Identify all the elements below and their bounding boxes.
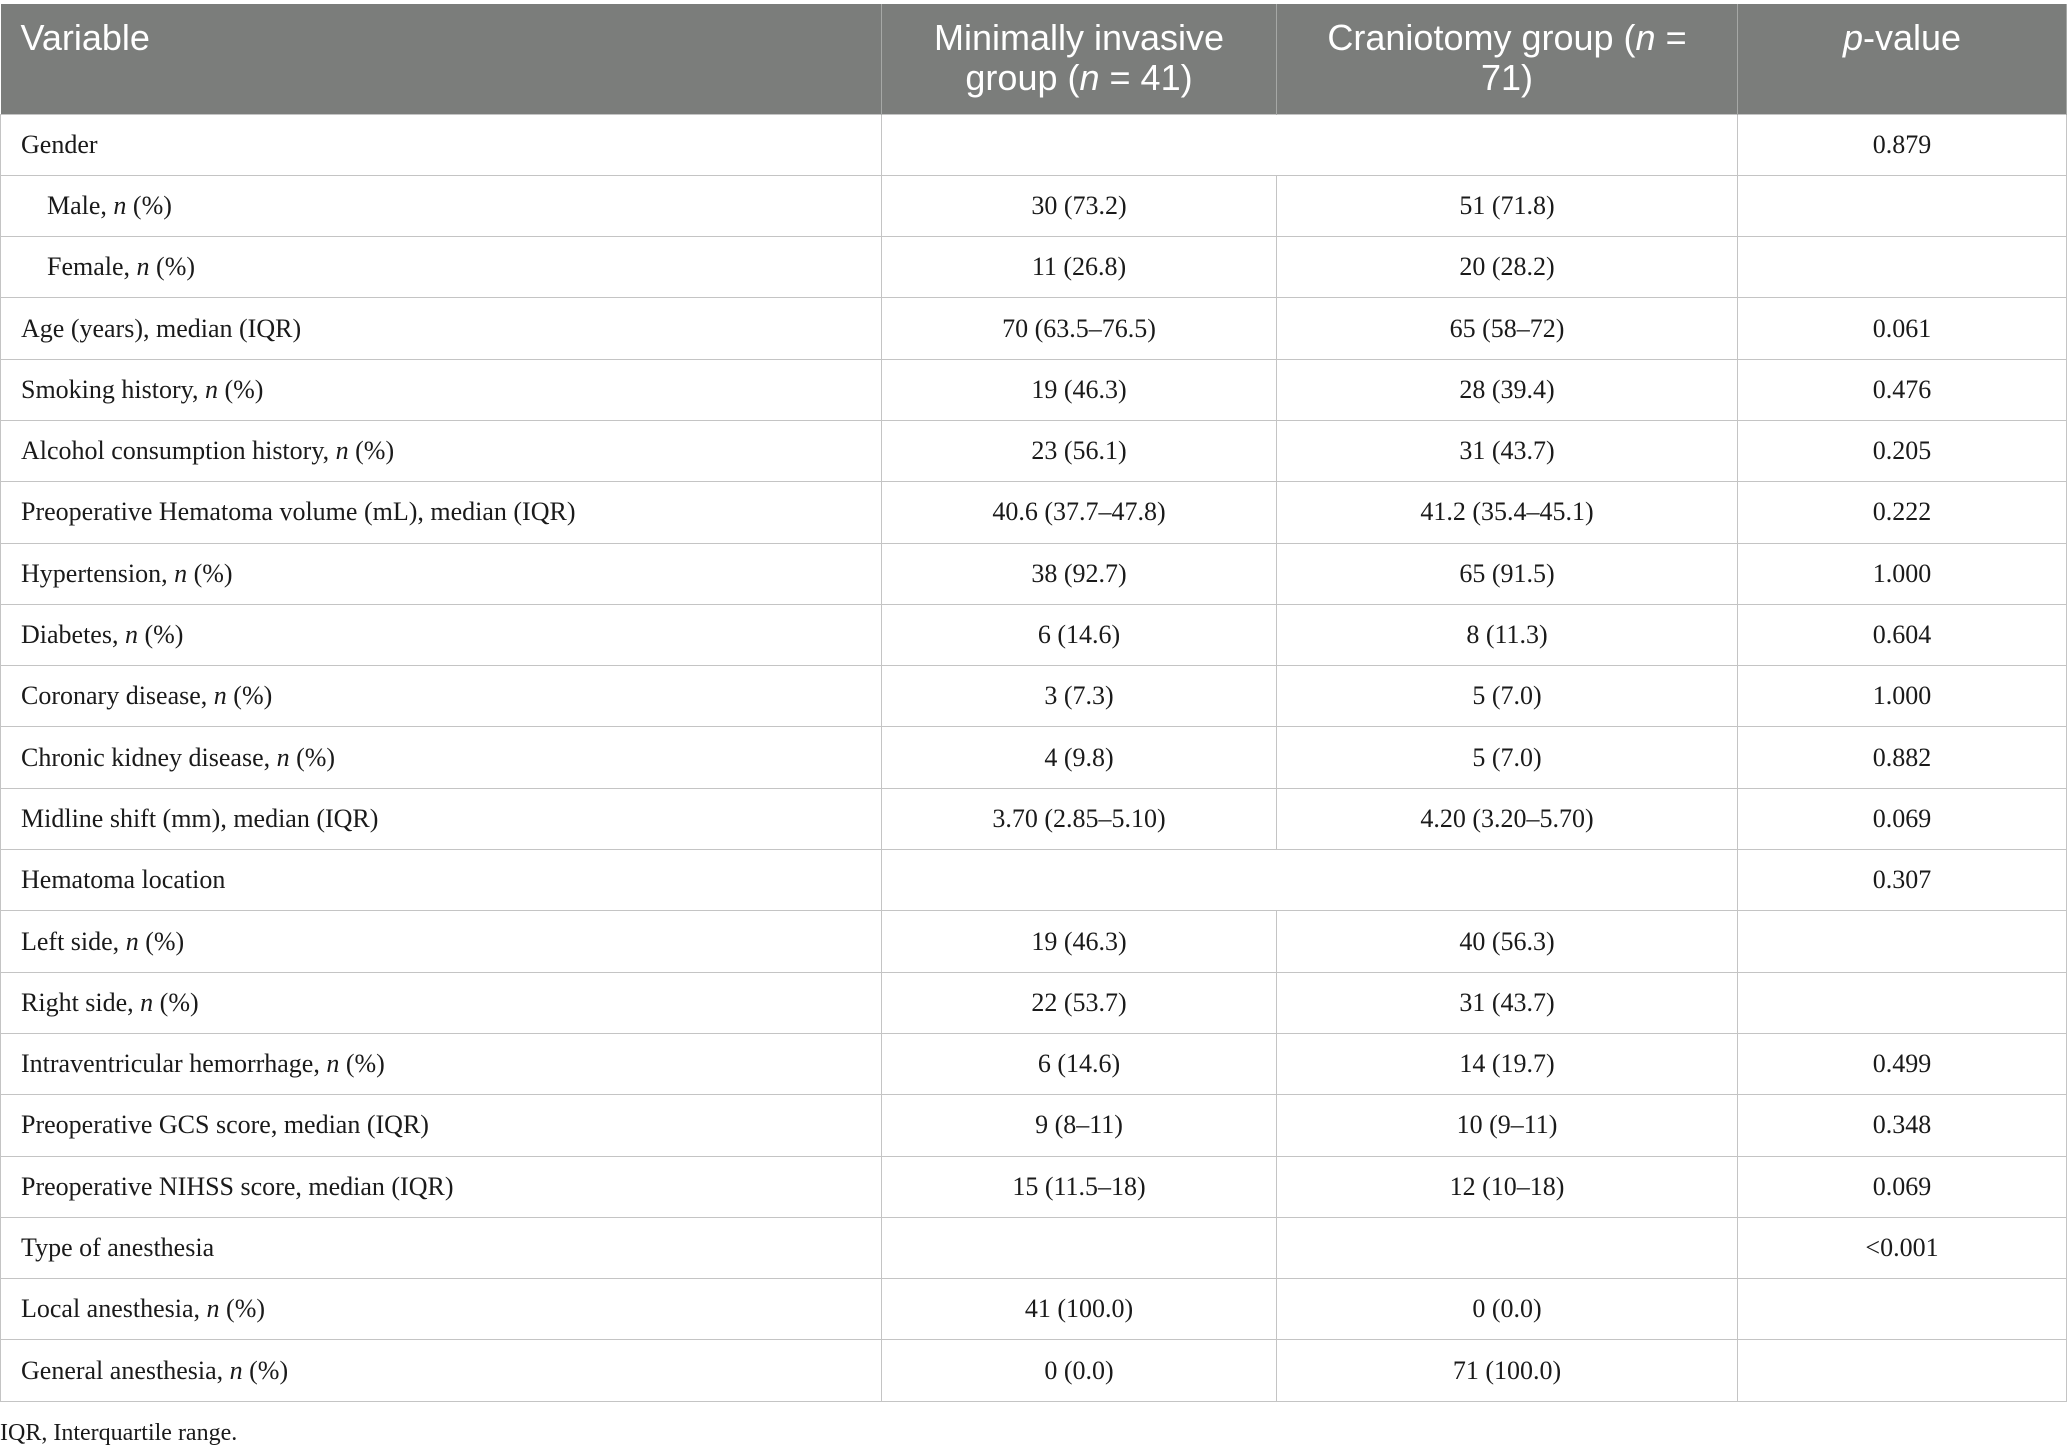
p-value-cell: 0.882: [1738, 727, 2067, 788]
minimally-invasive-cell: 41 (100.0): [882, 1279, 1277, 1340]
table-row: [1, 359, 2067, 420]
craniotomy-cell: 14 (19.7): [1277, 1033, 1738, 1094]
table-row: [1, 972, 2067, 1033]
craniotomy-cell: 65 (91.5): [1277, 543, 1738, 604]
craniotomy-cell: 4.20 (3.20–5.70): [1277, 788, 1738, 849]
craniotomy-cell: 65 (58–72): [1277, 298, 1738, 359]
variable-cell: Hypertension, n (%): [1, 543, 882, 604]
variable-cell: Male, n (%): [1, 175, 882, 236]
craniotomy-cell: 31 (43.7): [1277, 972, 1738, 1033]
minimally-invasive-cell: 3 (7.3): [882, 666, 1277, 727]
table-row: [1, 666, 2067, 727]
variable-cell: Local anesthesia, n (%): [1, 1279, 882, 1340]
variable-cell: Hematoma location: [1, 850, 882, 911]
header-craniotomy: Craniotomy group (n = 71): [1277, 4, 1738, 114]
variable-cell: Female, n (%): [1, 237, 882, 298]
variable-cell: Midline shift (mm), median (IQR): [1, 788, 882, 849]
variable-cell: Preoperative Hematoma volume (mL), median (IQR): [1, 482, 882, 543]
craniotomy-cell: 40 (56.3): [1277, 911, 1738, 972]
table-row: [1, 482, 2067, 543]
table-row: [1, 420, 2067, 481]
p-value-cell: 0.222: [1738, 482, 2067, 543]
baseline-characteristics-table: [0, 4, 2067, 1402]
variable-cell: Chronic kidney disease, n (%): [1, 727, 882, 788]
variable-cell: Preoperative GCS score, median (IQR): [1, 1095, 882, 1156]
p-value-cell: 0.499: [1738, 1033, 2067, 1094]
p-value-cell: [1738, 972, 2067, 1033]
minimally-invasive-cell: 40.6 (37.7–47.8): [882, 482, 1277, 543]
minimally-invasive-cell: 11 (26.8): [882, 237, 1277, 298]
p-value-cell: 0.307: [1738, 850, 2067, 911]
table-row: [1, 237, 2067, 298]
p-value-cell: <0.001: [1738, 1217, 2067, 1278]
craniotomy-cell: [1277, 1217, 1738, 1278]
craniotomy-cell: 28 (39.4): [1277, 359, 1738, 420]
table-row: [1, 788, 2067, 849]
table-body: [1, 114, 2067, 1401]
p-value-cell: 0.348: [1738, 1095, 2067, 1156]
table-row: [1, 911, 2067, 972]
craniotomy-cell: 5 (7.0): [1277, 727, 1738, 788]
p-value-cell: [1738, 911, 2067, 972]
header-p-value: p-value: [1738, 4, 2067, 114]
minimally-invasive-cell: 38 (92.7): [882, 543, 1277, 604]
minimally-invasive-cell: 6 (14.6): [882, 604, 1277, 665]
variable-cell: Left side, n (%): [1, 911, 882, 972]
craniotomy-cell: 10 (9–11): [1277, 1095, 1738, 1156]
p-value-cell: [1738, 237, 2067, 298]
variable-cell: Preoperative NIHSS score, median (IQR): [1, 1156, 882, 1217]
variable-cell: Intraventricular hemorrhage, n (%): [1, 1033, 882, 1094]
variable-cell: Age (years), median (IQR): [1, 298, 882, 359]
variable-cell: Right side, n (%): [1, 972, 882, 1033]
p-value-cell: 0.604: [1738, 604, 2067, 665]
variable-cell: Smoking history, n (%): [1, 359, 882, 420]
table-row: [1, 1033, 2067, 1094]
table-row: [1, 114, 2067, 175]
merged-group-cell: [882, 850, 1738, 911]
table-row: [1, 1156, 2067, 1217]
craniotomy-cell: 12 (10–18): [1277, 1156, 1738, 1217]
p-value-cell: 1.000: [1738, 666, 2067, 727]
variable-cell: Coronary disease, n (%): [1, 666, 882, 727]
minimally-invasive-cell: 22 (53.7): [882, 972, 1277, 1033]
craniotomy-cell: 0 (0.0): [1277, 1279, 1738, 1340]
minimally-invasive-cell: 6 (14.6): [882, 1033, 1277, 1094]
header-minimally-invasive: Minimally invasive group (n = 41): [882, 4, 1277, 114]
p-value-cell: 0.061: [1738, 298, 2067, 359]
craniotomy-cell: 71 (100.0): [1277, 1340, 1738, 1401]
minimally-invasive-cell: [882, 1217, 1277, 1278]
table-row: [1, 175, 2067, 236]
merged-group-cell: [882, 114, 1738, 175]
minimally-invasive-cell: 3.70 (2.85–5.10): [882, 788, 1277, 849]
minimally-invasive-cell: 19 (46.3): [882, 911, 1277, 972]
variable-cell: Gender: [1, 114, 882, 175]
craniotomy-cell: 51 (71.8): [1277, 175, 1738, 236]
craniotomy-cell: 20 (28.2): [1277, 237, 1738, 298]
variable-cell: Diabetes, n (%): [1, 604, 882, 665]
table-footnote: IQR, Interquartile range.: [0, 1420, 238, 1446]
p-value-cell: 0.205: [1738, 420, 2067, 481]
p-value-cell: [1738, 1279, 2067, 1340]
minimally-invasive-cell: 30 (73.2): [882, 175, 1277, 236]
header-variable: Variable: [1, 4, 882, 114]
table-row: [1, 543, 2067, 604]
p-value-cell: 1.000: [1738, 543, 2067, 604]
minimally-invasive-cell: 19 (46.3): [882, 359, 1277, 420]
table-row: [1, 1217, 2067, 1278]
craniotomy-cell: 8 (11.3): [1277, 604, 1738, 665]
craniotomy-cell: 41.2 (35.4–45.1): [1277, 482, 1738, 543]
p-value-cell: [1738, 1340, 2067, 1401]
header-row: [1, 4, 2067, 114]
variable-cell: Type of anesthesia: [1, 1217, 882, 1278]
minimally-invasive-cell: 23 (56.1): [882, 420, 1277, 481]
variable-cell: General anesthesia, n (%): [1, 1340, 882, 1401]
craniotomy-cell: 5 (7.0): [1277, 666, 1738, 727]
table-row: [1, 1340, 2067, 1401]
minimally-invasive-cell: 4 (9.8): [882, 727, 1277, 788]
minimally-invasive-cell: 0 (0.0): [882, 1340, 1277, 1401]
minimally-invasive-cell: 9 (8–11): [882, 1095, 1277, 1156]
table-row: [1, 604, 2067, 665]
table-row: [1, 1279, 2067, 1340]
p-value-cell: 0.069: [1738, 1156, 2067, 1217]
p-value-cell: 0.879: [1738, 114, 2067, 175]
craniotomy-cell: 31 (43.7): [1277, 420, 1738, 481]
p-value-cell: [1738, 175, 2067, 236]
p-value-cell: 0.476: [1738, 359, 2067, 420]
table-row: [1, 298, 2067, 359]
table-row: [1, 727, 2067, 788]
table-row: [1, 850, 2067, 911]
table-row: [1, 1095, 2067, 1156]
minimally-invasive-cell: 15 (11.5–18): [882, 1156, 1277, 1217]
variable-cell: Alcohol consumption history, n (%): [1, 420, 882, 481]
minimally-invasive-cell: 70 (63.5–76.5): [882, 298, 1277, 359]
p-value-cell: 0.069: [1738, 788, 2067, 849]
